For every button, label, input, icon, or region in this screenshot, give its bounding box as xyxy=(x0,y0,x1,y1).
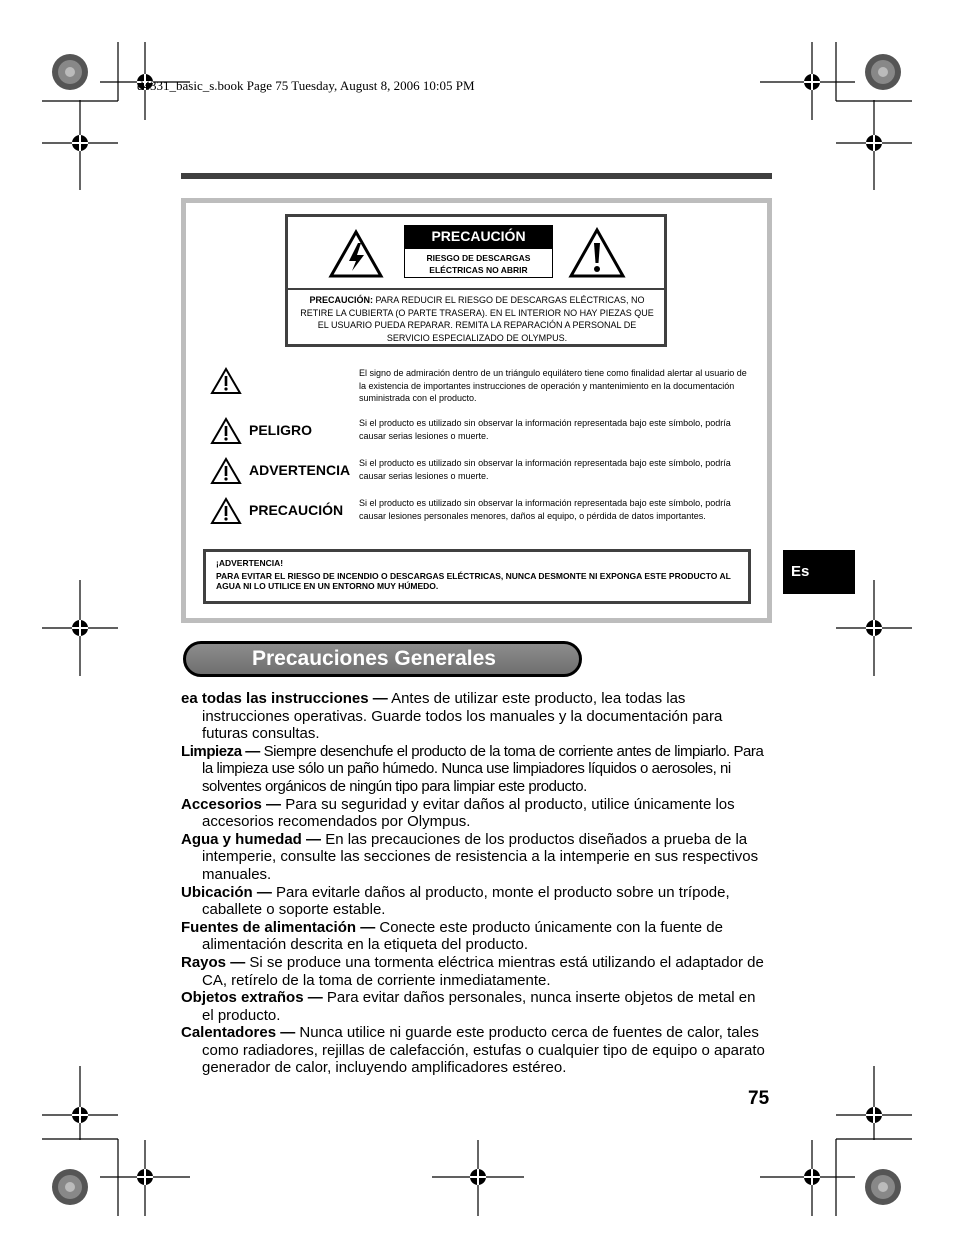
paragraph-calentadores xyxy=(181,1024,771,1077)
paragraph-accesorios xyxy=(181,796,771,831)
caution-label xyxy=(285,214,667,347)
caution-text xyxy=(296,294,658,344)
caution-text-lead: PRECAUCIÓN: xyxy=(309,295,373,305)
paragraph-lead: Accesorios — xyxy=(181,795,282,813)
exclamation-triangle-icon xyxy=(210,457,242,485)
exclamation-warning-icon xyxy=(568,227,626,279)
symbol-desc: Si el producto es utilizado sin observar la información representada bajo este símbolo, podría causar serias lesiones o muerte. xyxy=(359,458,731,481)
paragraph-agua xyxy=(181,831,771,884)
paragraph-instrucciones xyxy=(181,690,771,743)
caution-title: PRECAUCIÓN xyxy=(404,225,553,248)
paragraph-lead: Limpieza — xyxy=(181,742,260,760)
symbol-desc: Si el producto es utilizado sin observar la información representada bajo este símbolo, podría causar lesiones personales menores, daños al equipo, o pérdida de datos importantes. xyxy=(359,498,731,521)
advertencia-box xyxy=(203,549,751,604)
advertencia-title: ¡ADVERTENCIA! xyxy=(216,558,284,568)
exclamation-triangle-icon xyxy=(210,497,242,525)
caution-text-body: PARA REDUCIR EL RIESGO DE DESCARGAS ELÉCTRICAS, NO RETIRE LA CUBIERTA (O PARTE TRASERA). EN EL INTERIOR NO HAY PIEZAS QUE EL USUARIO PUEDA REPARAR. REMITA LA REPARACIÓN A PERSONAL DE SERVICIO ESPECIALIZADO DE OLYMPUS. xyxy=(300,295,654,343)
paragraph-text: Siempre desenchufe el producto de la toma de corriente antes de limpiarlo. Para la limpieza use sólo un paño húmedo. Nunca use limpiadores líquidos o aerosoles, ni solventes orgánicos de ningún tipo para limpiar este producto. xyxy=(202,742,764,795)
book-header-line: d4331_basic_s.book Page 75 Tuesday, August 8, 2006 10:05 PM xyxy=(137,78,475,93)
section-title: Precauciones Generales xyxy=(183,641,582,677)
precautions-list xyxy=(181,690,771,1077)
page-number: 75 xyxy=(748,1088,770,1109)
paragraph-text: Antes de utilizar este producto, lea todas las instrucciones operativas. Guarde todos los manuales y la documentación para futuras consultas. xyxy=(202,690,723,743)
paragraph-lead: ea todas las instrucciones — xyxy=(181,690,388,707)
paragraph-text: Conecte este producto únicamente con la fuente de alimentación descrita en la etiqueta del producto. xyxy=(202,918,723,954)
symbol-desc: El signo de admiración dentro de un triángulo equilátero tiene como finalidad alertar al usuario de la existencia de importantes instrucciones de operación y mantenimiento en la documentación suministrada con el producto. xyxy=(359,368,747,403)
paragraph-lead: Fuentes de alimentación — xyxy=(181,918,376,936)
lightning-warning-icon xyxy=(328,229,384,279)
symbol-label: ADVERTENCIA xyxy=(249,462,351,478)
advertencia-text: PARA EVITAR EL RIESGO DE INCENDIO O DESCARGAS ELÉCTRICAS, NUNCA DESMONTE NI EXPONGA ESTE PRODUCTO AL AGUA NI LO UTILICE EN UN ENTORNO MUY HÚMEDO. xyxy=(216,570,731,591)
language-tab: Es xyxy=(783,550,855,594)
paragraph-text: Para evitar daños personales, nunca inserte objetos de metal en el producto. xyxy=(202,989,756,1024)
paragraph-rayos xyxy=(181,954,771,989)
caution-subtitle-line-1: RIESGO DE DESCARGAS xyxy=(426,253,531,263)
paragraph-text: Nunca utilice ni guarde este producto cerca de fuentes de calor, tales como radiadores, rejillas de calefacción, estufas o cualquier tipo de equipo o aparato generador de calor, incluyendo amplificadores estéreo. xyxy=(202,1024,765,1077)
symbol-label: PELIGRO xyxy=(249,422,313,438)
paragraph-text: Si se produce una tormenta eléctrica mientras está utilizando el adaptador de CA, retírelo de la toma de corriente inmediatamente. xyxy=(202,953,764,989)
paragraph-text: Para su seguridad y evitar daños al producto, utilice únicamente los accesorios recomendados por Olympus. xyxy=(202,795,735,831)
paragraph-objetos xyxy=(181,989,771,1024)
caution-subtitle xyxy=(404,248,553,278)
paragraph-text: Para evitarle daños al producto, monte el producto sobre un trípode, caballete o soporte estable. xyxy=(202,883,730,919)
symbol-desc: Si el producto es utilizado sin observar la información representada bajo este símbolo, podría causar serias lesiones o muerte. xyxy=(359,418,731,441)
paragraph-ubicacion xyxy=(181,884,771,919)
exclamation-triangle-icon xyxy=(210,367,242,395)
paragraph-fuentes xyxy=(181,919,771,954)
paragraph-lead: Agua y humedad — xyxy=(181,830,322,848)
paragraph-limpieza xyxy=(181,743,771,796)
caution-divider xyxy=(288,288,664,290)
top-rule xyxy=(181,173,772,179)
paragraph-text: En las precauciones de los productos diseñados a prueba de la intemperie, consulte las secciones de resistencia a la intemperie en sus respectivos manuales. xyxy=(202,830,759,883)
paragraph-lead: Rayos — xyxy=(181,953,246,971)
symbol-label: PRECAUCIÓN xyxy=(249,502,344,518)
paragraph-lead: Ubicación — xyxy=(181,883,272,901)
caution-subtitle-line-2: ELÉCTRICAS NO ABRIR xyxy=(429,265,528,275)
exclamation-triangle-icon xyxy=(210,417,242,445)
paragraph-lead: Objetos extraños — xyxy=(181,989,323,1007)
paragraph-lead: Calentadores — xyxy=(181,1024,296,1042)
